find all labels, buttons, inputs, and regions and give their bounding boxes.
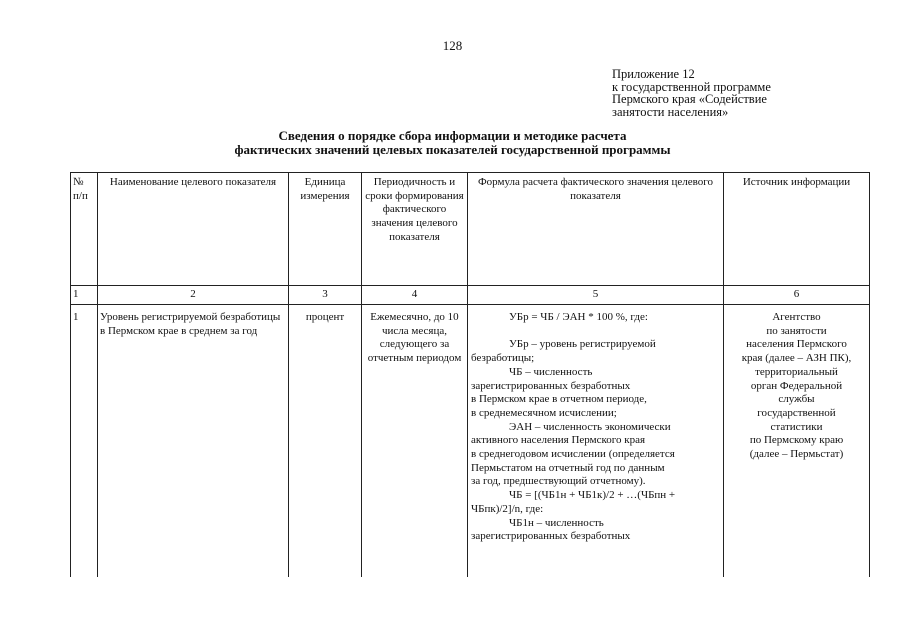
source-line: (далее – Пермьстат) (749, 448, 844, 461)
source-line: по занятости (766, 324, 827, 337)
formula-line: УБр – уровень регистрируемой (509, 338, 656, 351)
row-indicator-name: Уровень регистрируемой безработицы в Пермском крае в среднем за год (98, 305, 289, 578)
header-period: Периодичность и сроки формирования фактического значения целевого показателя (362, 173, 468, 286)
formula-line: активного населения Пермского края (471, 434, 646, 447)
source-line: по Пермскому краю (749, 434, 844, 447)
formula-line: зарегистрированных безработных (471, 530, 631, 543)
source-line: орган Федеральной (750, 379, 843, 392)
source-line: статистики (770, 420, 823, 433)
formula-line: в среднегодовом исчислении (определяется (471, 448, 675, 461)
header-source: Источник информации (724, 173, 870, 286)
formula-line: ЧБ – численность (509, 365, 593, 378)
table-row (71, 305, 870, 578)
indicators-table (70, 172, 870, 577)
formula-line: УБр = ЧБ / ЭАН * 100 %, где: (509, 311, 648, 323)
source-line: территориальный (755, 365, 838, 378)
formula-line: ЭАН – численность экономически (509, 420, 671, 433)
row-num: 1 (71, 305, 98, 578)
column-number: 2 (98, 286, 289, 305)
formula-line: безработицы; (471, 352, 535, 365)
page-number: 128 (442, 38, 463, 53)
formula-line: ЧБ1н – численность (509, 516, 604, 529)
formula-line: в среднемесячном исчислении; (471, 406, 617, 419)
column-number: 4 (362, 286, 468, 305)
annex-line: занятости населения» (612, 104, 729, 119)
formula-line: ЧБпк)/2]/n, где: (471, 502, 544, 515)
annex-block (612, 68, 771, 118)
table-header-row (71, 173, 870, 286)
header-formula: Формула расчета фактического значения целевого показателя (468, 173, 724, 286)
formula-line: за год, предшествующий отчетному). (471, 475, 646, 488)
source-line: государственной (757, 406, 836, 419)
formula-line: Пермьстатом на отчетный год по данным (471, 461, 665, 474)
source-line: края (далее – АЗН ПК), (741, 352, 852, 365)
row-source (724, 305, 870, 578)
source-line: службы (778, 393, 815, 406)
row-formula (468, 305, 724, 578)
header-name: Наименование целевого показателя (98, 173, 289, 286)
column-numbers-row (71, 286, 870, 305)
annex-line: Приложение 12 (612, 67, 695, 81)
row-unit: процент (289, 305, 362, 578)
document-title (0, 129, 905, 156)
column-number: 1 (71, 286, 98, 305)
header-unit: Единица измерения (289, 173, 362, 286)
annex-line: к государственной программе (612, 79, 771, 94)
column-number: 3 (289, 286, 362, 305)
formula-spacer (471, 325, 721, 339)
title-line: фактических значений целевых показателей государственной программы (234, 141, 671, 157)
source-line: Агентство (772, 311, 821, 323)
row-period: Ежемесячно, до 10 числа месяца, следующего за отчетным периодом (362, 305, 468, 578)
annex-line: Пермского края «Содействие (612, 92, 767, 106)
column-number: 6 (724, 286, 870, 305)
column-number: 5 (468, 286, 724, 305)
formula-line: ЧБ = [(ЧБ1н + ЧБ1к)/2 + …(ЧБпн + (509, 489, 676, 502)
formula-line: зарегистрированных безработных (471, 379, 631, 392)
header-num: № п/п (71, 173, 98, 286)
formula-line: в Пермском крае в отчетном периоде, (471, 393, 647, 406)
title-line: Сведения о порядке сбора информации и методике расчета (278, 128, 627, 143)
source-line: населения Пермского (746, 338, 847, 351)
